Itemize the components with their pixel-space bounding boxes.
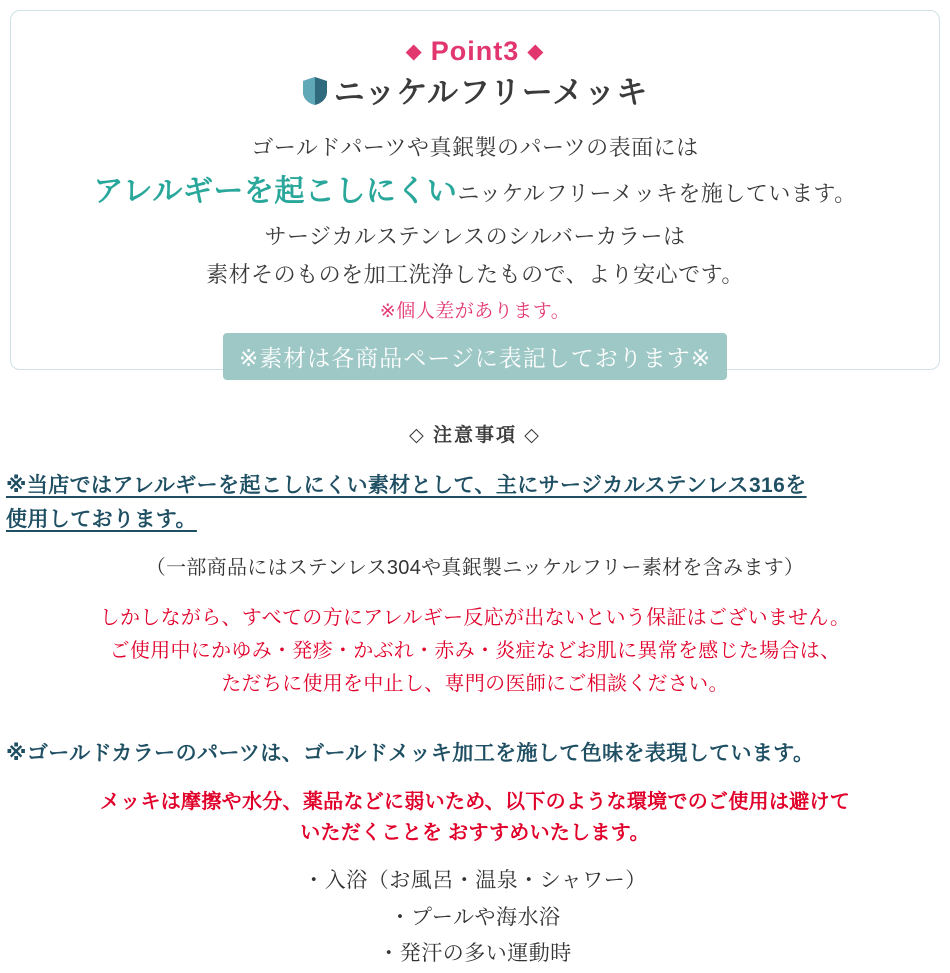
notice-red-line-3: ただちに使用を中止し、専門の医師にご相談ください。 [221, 673, 729, 696]
list-item: ・発汗の多い運動時 [378, 942, 572, 966]
notice-red-line-1: しかしながら、すべての方にアレルギー反応が出ないという保証はございません。 [99, 607, 851, 630]
notice-main-1-line-2: 使用しております。 [6, 507, 197, 531]
notice-main-1 [0, 469, 950, 536]
notice-bullet-list [0, 863, 950, 973]
notice-paren-line: （一部商品にはステンレス304や真鈱製ニッケルフリー素材を含みます） [145, 557, 805, 580]
point-line-2 [11, 169, 939, 214]
notice-red-bold-line-2: いただくことを おすすめいたします。 [300, 821, 650, 844]
point-heading [11, 73, 939, 116]
point-line-2-highlight: アレルギーを起こしにくい [93, 174, 458, 208]
list-item: ・プールや海水浴 [389, 905, 561, 929]
notice-red-block [0, 602, 950, 701]
point-line-3: サージカルステンレスのシルバーカラーは [264, 223, 686, 249]
notice-main-2-text: ※ゴールドカラーのパーツは、ゴールドメッキ加工を施して色味を表現しています。 [6, 742, 815, 766]
notice-main-2 [0, 737, 950, 771]
point-note: ※個人差があります。 [379, 300, 571, 322]
notice-section [0, 420, 950, 973]
point-line-2-rest: ニッケルフリーメッキを施しています。 [457, 180, 857, 206]
diamond-right-icon: ◆ [527, 40, 545, 63]
shield-icon [302, 76, 328, 116]
point-title [11, 35, 939, 67]
point-title-text: Point3 [430, 36, 520, 66]
notice-red-line-2: ご使用中にかゆみ・発疹・かぶれ・赤み・炎症などお肌に異常を感じた場合は、 [109, 640, 841, 663]
notice-red-bold-block [0, 787, 950, 849]
notice-main-1-line-1: ※当店ではアレルギーを起こしにくい素材として、主にサージカルステンレス316を [6, 474, 807, 497]
point-line-4: 素材そのものを加工洗浄したもので、より安心です。 [206, 261, 744, 287]
point-card [10, 10, 940, 370]
material-banner: ※素材は各商品ページに表記しております※ [223, 333, 727, 380]
notice-red-bold-line-1: メッキは摩擦や水分、薬品などに弱いため、以下のような環境でのご使用は避けて [99, 790, 851, 813]
diamond-left-icon: ◆ [405, 40, 423, 63]
point-heading-text: ニッケルフリーメッキ [333, 75, 649, 111]
point-line-1: ゴールドパーツや真鈱製のパーツの表面には [251, 134, 699, 160]
list-item: ・入浴（お風呂・温泉・シャワー） [303, 868, 647, 892]
notice-title: ◇ 注意事項 ◇ [409, 425, 541, 446]
